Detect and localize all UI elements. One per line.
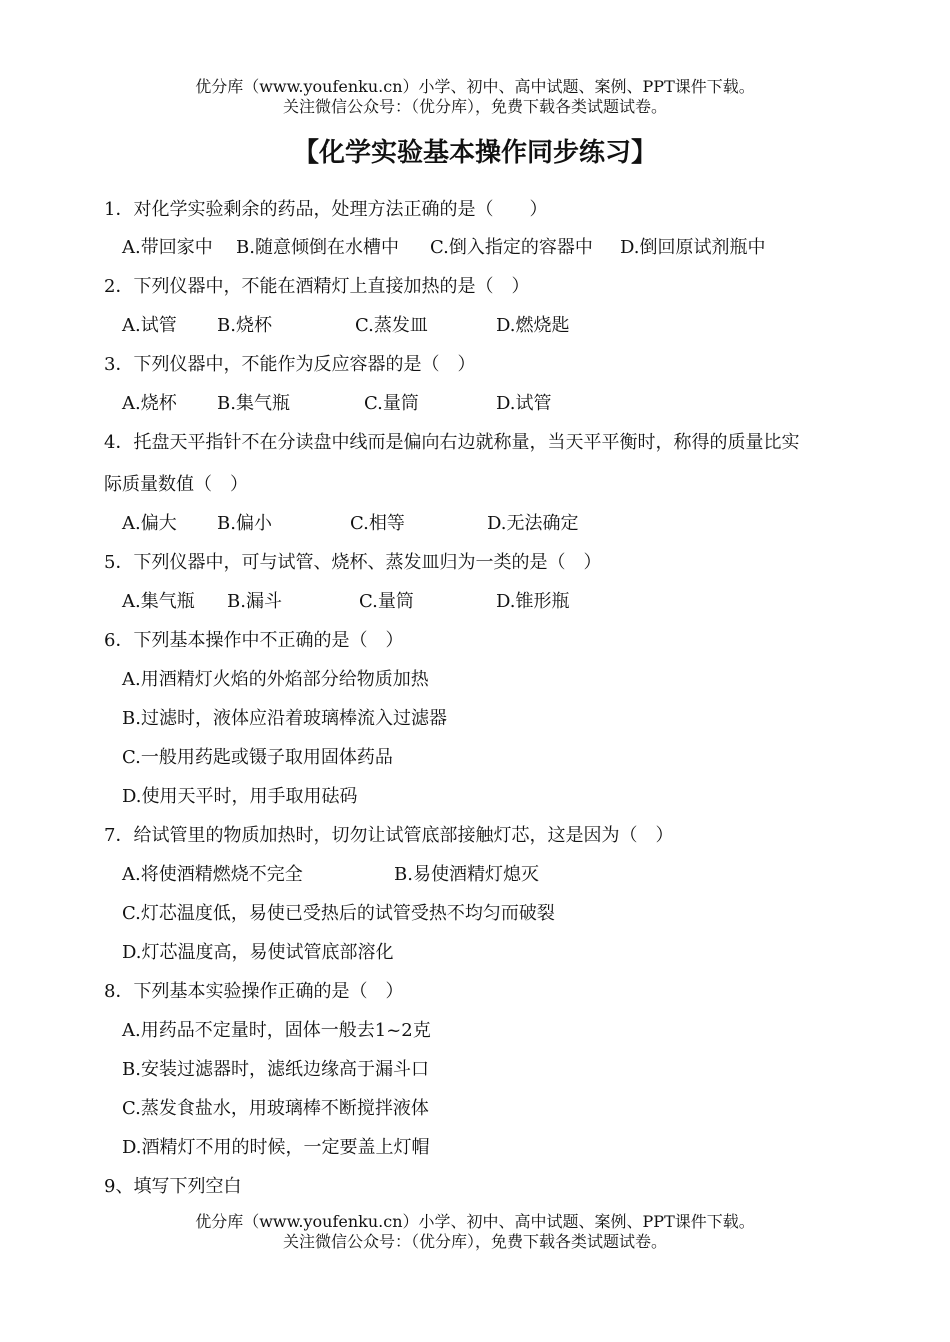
footer-line-2: 关注微信公众号：（优分库），免费下载各类试题试卷。 — [282, 1232, 667, 1251]
question-4-option-d: D.无法确定 — [487, 513, 579, 534]
question-2-option-b: B.烧杯 — [217, 315, 272, 336]
footer-line-1: 优分库（www.youfenku.cn）小学、初中、高中试题、案例、PPT课件下载。 — [195, 1212, 755, 1231]
question-1-option-c: C.倒入指定的容器中 — [430, 237, 593, 258]
question-2-option-d: D.燃烧匙 — [496, 315, 570, 336]
header-line-2: 关注微信公众号：（优分库），免费下载各类试题试卷。 — [282, 97, 667, 116]
question-4-option-b: B.偏小 — [217, 513, 272, 534]
question-1-option-a: A.带回家中 — [122, 237, 213, 258]
question-8-option-b: B.安装过滤器时，滤纸边缘高于漏斗口 — [122, 1059, 429, 1080]
question-3-option-a: A.烧杯 — [122, 393, 177, 414]
question-5-option-d: D.锥形瓶 — [496, 591, 570, 612]
question-4-option-a: A.偏大 — [122, 513, 177, 534]
question-2-option-a: A.试管 — [122, 315, 177, 336]
question-6-option-c: C.一般用药匙或镊子取用固体药品 — [122, 747, 393, 768]
question-6-stem: 6．下列基本操作中不正确的是（ ） — [104, 630, 404, 651]
question-1-option-d: D.倒回原试剂瓶中 — [620, 237, 766, 258]
question-7-stem: 7．给试管里的物质加热时，切勿让试管底部接触灯芯，这是因为（ ） — [104, 825, 674, 846]
question-9-stem: 9、填写下列空白 — [104, 1176, 242, 1197]
question-6-option-a: A.用酒精灯火焰的外焰部分给物质加热 — [122, 669, 429, 690]
question-8-stem: 8．下列基本实验操作正确的是（ ） — [104, 981, 404, 1002]
question-2-stem: 2．下列仪器中，不能在酒精灯上直接加热的是（ ） — [104, 276, 530, 297]
document-title: 【化学实验基本操作同步练习】 — [292, 138, 657, 168]
question-1-option-b: B.随意倾倒在水槽中 — [236, 237, 399, 258]
question-5-option-a: A.集气瓶 — [122, 591, 195, 612]
question-3-option-d: D.试管 — [496, 393, 552, 414]
question-6-option-b: B.过滤时，液体应沿着玻璃棒流入过滤器 — [122, 708, 447, 729]
question-4-stem-continued: 际质量数值（ ） — [104, 474, 248, 495]
question-8-option-d: D.酒精灯不用的时候，一定要盖上灯帽 — [122, 1137, 430, 1158]
question-5-stem: 5．下列仪器中，可与试管、烧杯、蒸发皿归为一类的是（ ） — [104, 552, 602, 573]
question-7-option-a: A.将使酒精燃烧不完全 — [122, 864, 303, 885]
question-8-option-a: A.用药品不定量时，固体一般去1~2克 — [122, 1020, 431, 1041]
question-3-option-b: B.集气瓶 — [217, 393, 290, 414]
question-2-option-c: C.蒸发皿 — [355, 315, 428, 336]
question-5-option-b: B.漏斗 — [227, 591, 282, 612]
question-4-option-c: C.相等 — [350, 513, 405, 534]
question-4-stem: 4．托盘天平指针不在分读盘中线而是偏向右边就称量，当天平平衡时，称得的质量比实 — [104, 432, 800, 453]
question-6-option-d: D.使用天平时，用手取用砝码 — [122, 786, 358, 807]
question-1-stem: 1．对化学实验剩余的药品，处理方法正确的是（ ） — [104, 199, 548, 220]
question-7-option-b: B.易使酒精灯熄灭 — [394, 864, 539, 885]
question-3-stem: 3．下列仪器中，不能作为反应容器的是（ ） — [104, 354, 476, 375]
question-5-option-c: C.量筒 — [359, 591, 414, 612]
question-8-option-c: C.蒸发食盐水，用玻璃棒不断搅拌液体 — [122, 1098, 429, 1119]
question-3-option-c: C.量筒 — [364, 393, 419, 414]
question-7-option-c: C.灯芯温度低，易使已受热后的试管受热不均匀而破裂 — [122, 903, 555, 924]
header-line-1: 优分库（www.youfenku.cn）小学、初中、高中试题、案例、PPT课件下载。 — [195, 77, 755, 96]
question-7-option-d: D.灯芯温度高，易使试管底部溶化 — [122, 942, 394, 963]
